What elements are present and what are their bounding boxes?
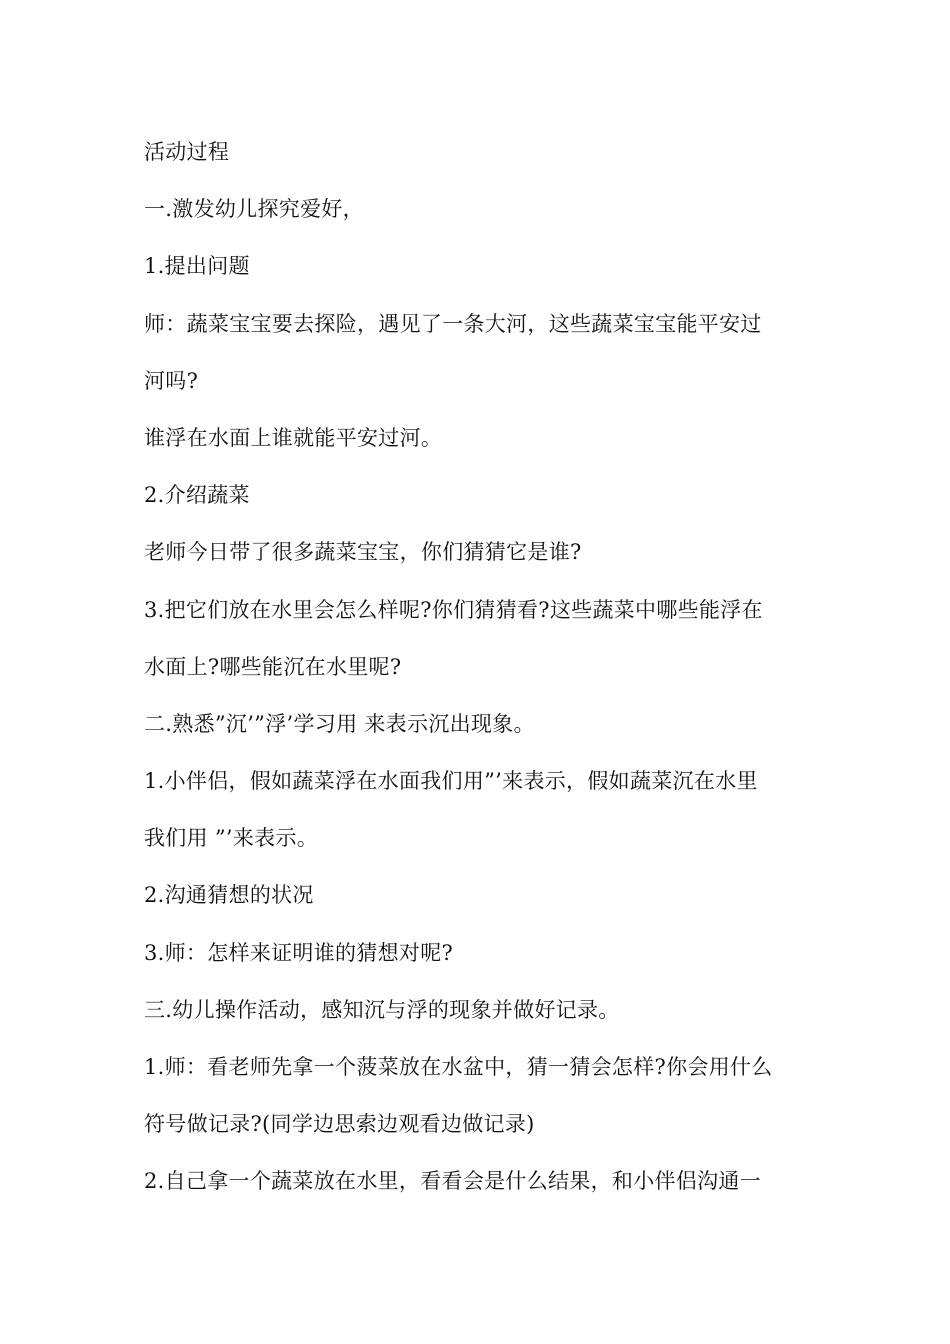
text-line: 师：蔬菜宝宝要去探险，遇见了一条大河，这些蔬菜宝宝能平安过 — [144, 311, 762, 336]
text-line: 2.自己拿一个蔬菜放在水里，看看会是什么结果，和小伴侣沟通一 — [144, 1169, 762, 1194]
document-body — [144, 133, 814, 1220]
text-line: 1.师：看老师先拿一个菠菜放在水盆中，猜一猜会怎样?你会用什么 — [144, 1055, 773, 1079]
text-line: 2.介绍蔬菜 — [144, 483, 250, 508]
section-heading-1: 一.激发幼儿探究爱好， — [144, 197, 364, 222]
text-line: 谁浮在水面上谁就能平安过河。 — [144, 425, 443, 450]
section-heading-3: 三.幼儿操作活动，感知沉与浮的现象并做好记录。 — [144, 997, 620, 1022]
section-heading-2: 二.熟悉”沉’”浮’学习用 来表示沉出现象。 — [144, 711, 535, 736]
text-line: 老师今日带了很多蔬菜宝宝，你们猜猜它是谁? — [144, 540, 582, 565]
text-line: 符号做记录?(同学边思索边观看边做记录) — [144, 1112, 535, 1137]
text-line: 2.沟通猜想的状况 — [144, 883, 314, 908]
text-line: 1.提出问题 — [144, 254, 250, 279]
text-line: 水面上?哪些能沉在水里呢? — [144, 654, 402, 679]
text-line: 我们用 ”’来表示。 — [144, 826, 319, 851]
section-heading-activity-process: 活动过程 — [144, 140, 230, 164]
text-line: 1.小伴侣，假如蔬菜浮在水面我们用”’来表示，假如蔬菜沉在水里 — [144, 769, 758, 794]
text-line: 3.把它们放在水里会怎么样呢?你们猜猜看?这些蔬菜中哪些能浮在 — [144, 597, 763, 622]
text-line: 河吗? — [144, 368, 199, 393]
text-line: 3.师：怎样来证明谁的猜想对呢? — [144, 940, 454, 965]
